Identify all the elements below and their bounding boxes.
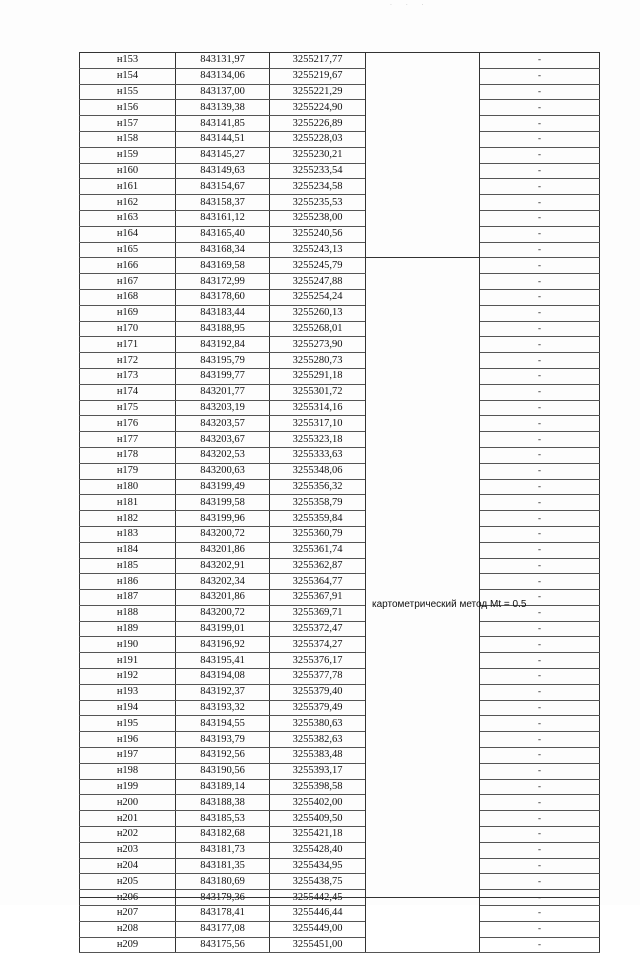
error-value-cell: - [480, 289, 600, 305]
error-value-cell: - [480, 811, 600, 827]
point-id-cell: н199 [80, 779, 176, 795]
x-coordinate-cell: 843131,97 [176, 53, 270, 69]
y-coordinate-cell: 3255260,13 [270, 305, 366, 321]
x-coordinate-cell: 843189,14 [176, 779, 270, 795]
error-value-cell: - [480, 463, 600, 479]
error-value-cell: - [480, 890, 600, 906]
x-coordinate-cell: 843199,49 [176, 479, 270, 495]
x-coordinate-cell: 843199,01 [176, 621, 270, 637]
error-value-cell: - [480, 937, 600, 953]
point-id-cell: н196 [80, 732, 176, 748]
x-coordinate-cell: 843193,32 [176, 700, 270, 716]
table-row [80, 511, 600, 527]
point-id-cell: н153 [80, 53, 176, 69]
point-id-cell: н173 [80, 368, 176, 384]
x-coordinate-cell: 843161,12 [176, 210, 270, 226]
y-coordinate-cell: 3255376,17 [270, 653, 366, 669]
y-coordinate-cell: 3255217,77 [270, 53, 366, 69]
error-value-cell: - [480, 116, 600, 132]
point-id-cell: н182 [80, 511, 176, 527]
error-value-cell: - [480, 605, 600, 621]
y-coordinate-cell: 3255409,50 [270, 811, 366, 827]
x-coordinate-cell: 843182,68 [176, 827, 270, 843]
point-id-cell: н172 [80, 353, 176, 369]
y-coordinate-cell: 3255238,00 [270, 210, 366, 226]
y-coordinate-cell: 3255333,63 [270, 447, 366, 463]
coordinates-table-body [80, 53, 600, 953]
point-id-cell: н171 [80, 337, 176, 353]
table-row [80, 684, 600, 700]
table-row [80, 937, 600, 953]
table-row [80, 621, 600, 637]
point-id-cell: н208 [80, 921, 176, 937]
y-coordinate-cell: 3255383,48 [270, 748, 366, 764]
error-value-cell: - [480, 827, 600, 843]
x-coordinate-cell: 843172,99 [176, 274, 270, 290]
table-row [80, 226, 600, 242]
table-row [80, 906, 600, 922]
x-coordinate-cell: 843141,85 [176, 116, 270, 132]
error-value-cell: - [480, 53, 600, 69]
table-row [80, 258, 600, 274]
y-coordinate-cell: 3255374,27 [270, 637, 366, 653]
table-row [80, 384, 600, 400]
x-coordinate-cell: 843134,06 [176, 68, 270, 84]
error-value-cell: - [480, 779, 600, 795]
error-value-cell: - [480, 416, 600, 432]
table-row [80, 163, 600, 179]
point-id-cell: н191 [80, 653, 176, 669]
y-coordinate-cell: 3255280,73 [270, 353, 366, 369]
y-coordinate-cell: 3255438,75 [270, 874, 366, 890]
y-coordinate-cell: 3255359,84 [270, 511, 366, 527]
x-coordinate-cell: 843199,58 [176, 495, 270, 511]
y-coordinate-cell: 3255323,18 [270, 432, 366, 448]
point-id-cell: н207 [80, 906, 176, 922]
x-coordinate-cell: 843144,51 [176, 131, 270, 147]
point-id-cell: н197 [80, 748, 176, 764]
point-id-cell: н198 [80, 763, 176, 779]
x-coordinate-cell: 843201,86 [176, 590, 270, 606]
point-id-cell: н177 [80, 432, 176, 448]
error-value-cell: - [480, 163, 600, 179]
y-coordinate-cell: 3255398,58 [270, 779, 366, 795]
y-coordinate-cell: 3255364,77 [270, 574, 366, 590]
method-label: картометрический метод Mt = 0.5 [372, 599, 527, 611]
error-value-cell: - [480, 147, 600, 163]
error-value-cell: - [480, 637, 600, 653]
point-id-cell: н156 [80, 100, 176, 116]
table-row [80, 669, 600, 685]
error-value-cell: - [480, 716, 600, 732]
error-value-cell: - [480, 874, 600, 890]
point-id-cell: н164 [80, 226, 176, 242]
y-coordinate-cell: 3255228,03 [270, 131, 366, 147]
y-coordinate-cell: 3255224,90 [270, 100, 366, 116]
error-value-cell: - [480, 684, 600, 700]
method-cell [366, 258, 527, 953]
y-coordinate-cell: 3255446,44 [270, 906, 366, 922]
error-value-cell: - [480, 100, 600, 116]
point-id-cell: н180 [80, 479, 176, 495]
error-value-cell: - [480, 242, 600, 258]
error-value-cell: - [480, 179, 600, 195]
error-value-cell: - [480, 195, 600, 211]
x-coordinate-cell: 843188,95 [176, 321, 270, 337]
y-coordinate-cell: 3255451,00 [270, 937, 366, 953]
y-coordinate-cell: 3255230,21 [270, 147, 366, 163]
x-coordinate-cell: 843169,58 [176, 258, 270, 274]
table-row [80, 116, 600, 132]
point-id-cell: н168 [80, 289, 176, 305]
point-id-cell: н165 [80, 242, 176, 258]
table-row [80, 368, 600, 384]
error-value-cell: - [480, 210, 600, 226]
x-coordinate-cell: 843149,63 [176, 163, 270, 179]
error-value-cell: - [480, 258, 600, 274]
table-row [80, 479, 600, 495]
error-value-cell: - [480, 495, 600, 511]
y-coordinate-cell: 3255226,89 [270, 116, 366, 132]
point-id-cell: н205 [80, 874, 176, 890]
y-coordinate-cell: 3255361,74 [270, 542, 366, 558]
error-value-cell: - [480, 274, 600, 290]
y-coordinate-cell: 3255402,00 [270, 795, 366, 811]
table-row [80, 353, 600, 369]
table-row [80, 795, 600, 811]
point-id-cell: н170 [80, 321, 176, 337]
x-coordinate-cell: 843195,79 [176, 353, 270, 369]
table-row [80, 68, 600, 84]
table-row [80, 874, 600, 890]
table-row [80, 748, 600, 764]
x-coordinate-cell: 843190,56 [176, 763, 270, 779]
y-coordinate-cell: 3255377,78 [270, 669, 366, 685]
table-row [80, 921, 600, 937]
method-cell-blank [366, 53, 480, 258]
error-value-cell: - [480, 574, 600, 590]
error-value-cell: - [480, 226, 600, 242]
point-id-cell: н187 [80, 590, 176, 606]
y-coordinate-cell: 3255234,58 [270, 179, 366, 195]
table-row [80, 432, 600, 448]
error-value-cell: - [480, 432, 600, 448]
x-coordinate-cell: 843196,92 [176, 637, 270, 653]
coordinates-table [79, 52, 600, 953]
point-id-cell: н175 [80, 400, 176, 416]
table-row [80, 447, 600, 463]
x-coordinate-cell: 843195,41 [176, 653, 270, 669]
point-id-cell: н157 [80, 116, 176, 132]
point-id-cell: н169 [80, 305, 176, 321]
y-coordinate-cell: 3255356,32 [270, 479, 366, 495]
error-value-cell: - [480, 68, 600, 84]
y-coordinate-cell: 3255235,53 [270, 195, 366, 211]
error-value-cell: - [480, 669, 600, 685]
y-coordinate-cell: 3255372,47 [270, 621, 366, 637]
table-row [80, 716, 600, 732]
y-coordinate-cell: 3255233,54 [270, 163, 366, 179]
y-coordinate-cell: 3255421,18 [270, 827, 366, 843]
x-coordinate-cell: 843200,72 [176, 605, 270, 621]
point-id-cell: н186 [80, 574, 176, 590]
error-value-cell: - [480, 479, 600, 495]
x-coordinate-cell: 843168,34 [176, 242, 270, 258]
error-value-cell: - [480, 542, 600, 558]
x-coordinate-cell: 843203,19 [176, 400, 270, 416]
y-coordinate-cell: 3255428,40 [270, 842, 366, 858]
x-coordinate-cell: 843165,40 [176, 226, 270, 242]
x-coordinate-cell: 843179,36 [176, 890, 270, 906]
point-id-cell: н203 [80, 842, 176, 858]
table-row [80, 463, 600, 479]
error-value-cell: - [480, 748, 600, 764]
scan-marks: · · · [390, 2, 430, 9]
x-coordinate-cell: 843177,08 [176, 921, 270, 937]
table-row [80, 131, 600, 147]
table-row [80, 321, 600, 337]
table-row [80, 827, 600, 843]
point-id-cell: н155 [80, 84, 176, 100]
x-coordinate-cell: 843188,38 [176, 795, 270, 811]
table-bottom-border [79, 897, 599, 898]
y-coordinate-cell: 3255219,67 [270, 68, 366, 84]
y-coordinate-cell: 3255317,10 [270, 416, 366, 432]
point-id-cell: н183 [80, 526, 176, 542]
table-row [80, 495, 600, 511]
table-row [80, 84, 600, 100]
table-row [80, 653, 600, 669]
table-row [80, 337, 600, 353]
error-value-cell: - [480, 590, 600, 606]
error-value-cell: - [480, 131, 600, 147]
error-value-cell: - [480, 337, 600, 353]
table-row [80, 779, 600, 795]
y-coordinate-cell: 3255301,72 [270, 384, 366, 400]
x-coordinate-cell: 843178,60 [176, 289, 270, 305]
error-value-cell: - [480, 858, 600, 874]
point-id-cell: н162 [80, 195, 176, 211]
table-row [80, 574, 600, 590]
table-row [80, 700, 600, 716]
x-coordinate-cell: 843199,77 [176, 368, 270, 384]
point-id-cell: н179 [80, 463, 176, 479]
x-coordinate-cell: 843175,56 [176, 937, 270, 953]
point-id-cell: н193 [80, 684, 176, 700]
error-value-cell: - [480, 558, 600, 574]
error-value-cell: - [480, 447, 600, 463]
table-row [80, 274, 600, 290]
point-id-cell: н166 [80, 258, 176, 274]
table-row [80, 400, 600, 416]
x-coordinate-cell: 843194,08 [176, 669, 270, 685]
x-coordinate-cell: 843158,37 [176, 195, 270, 211]
y-coordinate-cell: 3255358,79 [270, 495, 366, 511]
y-coordinate-cell: 3255273,90 [270, 337, 366, 353]
y-coordinate-cell: 3255369,71 [270, 605, 366, 621]
error-value-cell: - [480, 368, 600, 384]
x-coordinate-cell: 843192,56 [176, 748, 270, 764]
y-coordinate-cell: 3255348,06 [270, 463, 366, 479]
error-value-cell: - [480, 795, 600, 811]
point-id-cell: н202 [80, 827, 176, 843]
x-coordinate-cell: 843193,79 [176, 732, 270, 748]
y-coordinate-cell: 3255240,56 [270, 226, 366, 242]
y-coordinate-cell: 3255221,29 [270, 84, 366, 100]
y-coordinate-cell: 3255367,91 [270, 590, 366, 606]
error-value-cell: - [480, 621, 600, 637]
point-id-cell: н167 [80, 274, 176, 290]
error-value-cell: - [480, 384, 600, 400]
x-coordinate-cell: 843201,77 [176, 384, 270, 400]
error-value-cell: - [480, 732, 600, 748]
x-coordinate-cell: 843203,57 [176, 416, 270, 432]
error-value-cell: - [480, 763, 600, 779]
y-coordinate-cell: 3255393,17 [270, 763, 366, 779]
table-row [80, 842, 600, 858]
point-id-cell: н188 [80, 605, 176, 621]
table-row [80, 195, 600, 211]
point-id-cell: н201 [80, 811, 176, 827]
table-row [80, 210, 600, 226]
table-row [80, 416, 600, 432]
point-id-cell: н185 [80, 558, 176, 574]
y-coordinate-cell: 3255380,63 [270, 716, 366, 732]
table-row [80, 542, 600, 558]
point-id-cell: н184 [80, 542, 176, 558]
error-value-cell: - [480, 906, 600, 922]
x-coordinate-cell: 843145,27 [176, 147, 270, 163]
x-coordinate-cell: 843180,69 [176, 874, 270, 890]
point-id-cell: н158 [80, 131, 176, 147]
x-coordinate-cell: 843185,53 [176, 811, 270, 827]
point-id-cell: н174 [80, 384, 176, 400]
y-coordinate-cell: 3255245,79 [270, 258, 366, 274]
table-row [80, 558, 600, 574]
x-coordinate-cell: 843178,41 [176, 906, 270, 922]
x-coordinate-cell: 843181,35 [176, 858, 270, 874]
table-row [80, 732, 600, 748]
y-coordinate-cell: 3255360,79 [270, 526, 366, 542]
table-row [80, 53, 600, 69]
y-coordinate-cell: 3255243,13 [270, 242, 366, 258]
x-coordinate-cell: 843181,73 [176, 842, 270, 858]
y-coordinate-cell: 3255379,40 [270, 684, 366, 700]
x-coordinate-cell: 843154,67 [176, 179, 270, 195]
error-value-cell: - [480, 84, 600, 100]
x-coordinate-cell: 843200,72 [176, 526, 270, 542]
point-id-cell: н178 [80, 447, 176, 463]
y-coordinate-cell: 3255434,95 [270, 858, 366, 874]
point-id-cell: н195 [80, 716, 176, 732]
table-row [80, 637, 600, 653]
table-row [80, 289, 600, 305]
y-coordinate-cell: 3255382,63 [270, 732, 366, 748]
error-value-cell: - [480, 700, 600, 716]
x-coordinate-cell: 843199,96 [176, 511, 270, 527]
y-coordinate-cell: 3255442,45 [270, 890, 366, 906]
point-id-cell: н190 [80, 637, 176, 653]
point-id-cell: н206 [80, 890, 176, 906]
table-row [80, 763, 600, 779]
y-coordinate-cell: 3255254,24 [270, 289, 366, 305]
point-id-cell: н204 [80, 858, 176, 874]
error-value-cell: - [480, 511, 600, 527]
table-row [80, 858, 600, 874]
x-coordinate-cell: 843137,00 [176, 84, 270, 100]
point-id-cell: н176 [80, 416, 176, 432]
x-coordinate-cell: 843202,91 [176, 558, 270, 574]
y-coordinate-cell: 3255291,18 [270, 368, 366, 384]
point-id-cell: н194 [80, 700, 176, 716]
y-coordinate-cell: 3255379,49 [270, 700, 366, 716]
point-id-cell: н160 [80, 163, 176, 179]
table-row [80, 305, 600, 321]
x-coordinate-cell: 843194,55 [176, 716, 270, 732]
error-value-cell: - [480, 653, 600, 669]
point-id-cell: н189 [80, 621, 176, 637]
x-coordinate-cell: 843192,84 [176, 337, 270, 353]
table-row [80, 811, 600, 827]
x-coordinate-cell: 843202,34 [176, 574, 270, 590]
table-row [80, 242, 600, 258]
error-value-cell: - [480, 842, 600, 858]
point-id-cell: н154 [80, 68, 176, 84]
table-row [80, 179, 600, 195]
error-value-cell: - [480, 305, 600, 321]
error-value-cell: - [480, 921, 600, 937]
point-id-cell: н161 [80, 179, 176, 195]
point-id-cell: н209 [80, 937, 176, 953]
table-row [80, 100, 600, 116]
x-coordinate-cell: 843202,53 [176, 447, 270, 463]
point-id-cell: н163 [80, 210, 176, 226]
x-coordinate-cell: 843183,44 [176, 305, 270, 321]
y-coordinate-cell: 3255268,01 [270, 321, 366, 337]
error-value-cell: - [480, 400, 600, 416]
y-coordinate-cell: 3255449,00 [270, 921, 366, 937]
point-id-cell: н159 [80, 147, 176, 163]
x-coordinate-cell: 843200,63 [176, 463, 270, 479]
x-coordinate-cell: 843139,38 [176, 100, 270, 116]
table-row [80, 147, 600, 163]
y-coordinate-cell: 3255362,87 [270, 558, 366, 574]
x-coordinate-cell: 843192,37 [176, 684, 270, 700]
x-coordinate-cell: 843201,86 [176, 542, 270, 558]
y-coordinate-cell: 3255314,16 [270, 400, 366, 416]
table-row [80, 526, 600, 542]
error-value-cell: - [480, 353, 600, 369]
y-coordinate-cell: 3255247,88 [270, 274, 366, 290]
x-coordinate-cell: 843203,67 [176, 432, 270, 448]
point-id-cell: н181 [80, 495, 176, 511]
error-value-cell: - [480, 526, 600, 542]
point-id-cell: н192 [80, 669, 176, 685]
error-value-cell: - [480, 321, 600, 337]
point-id-cell: н200 [80, 795, 176, 811]
